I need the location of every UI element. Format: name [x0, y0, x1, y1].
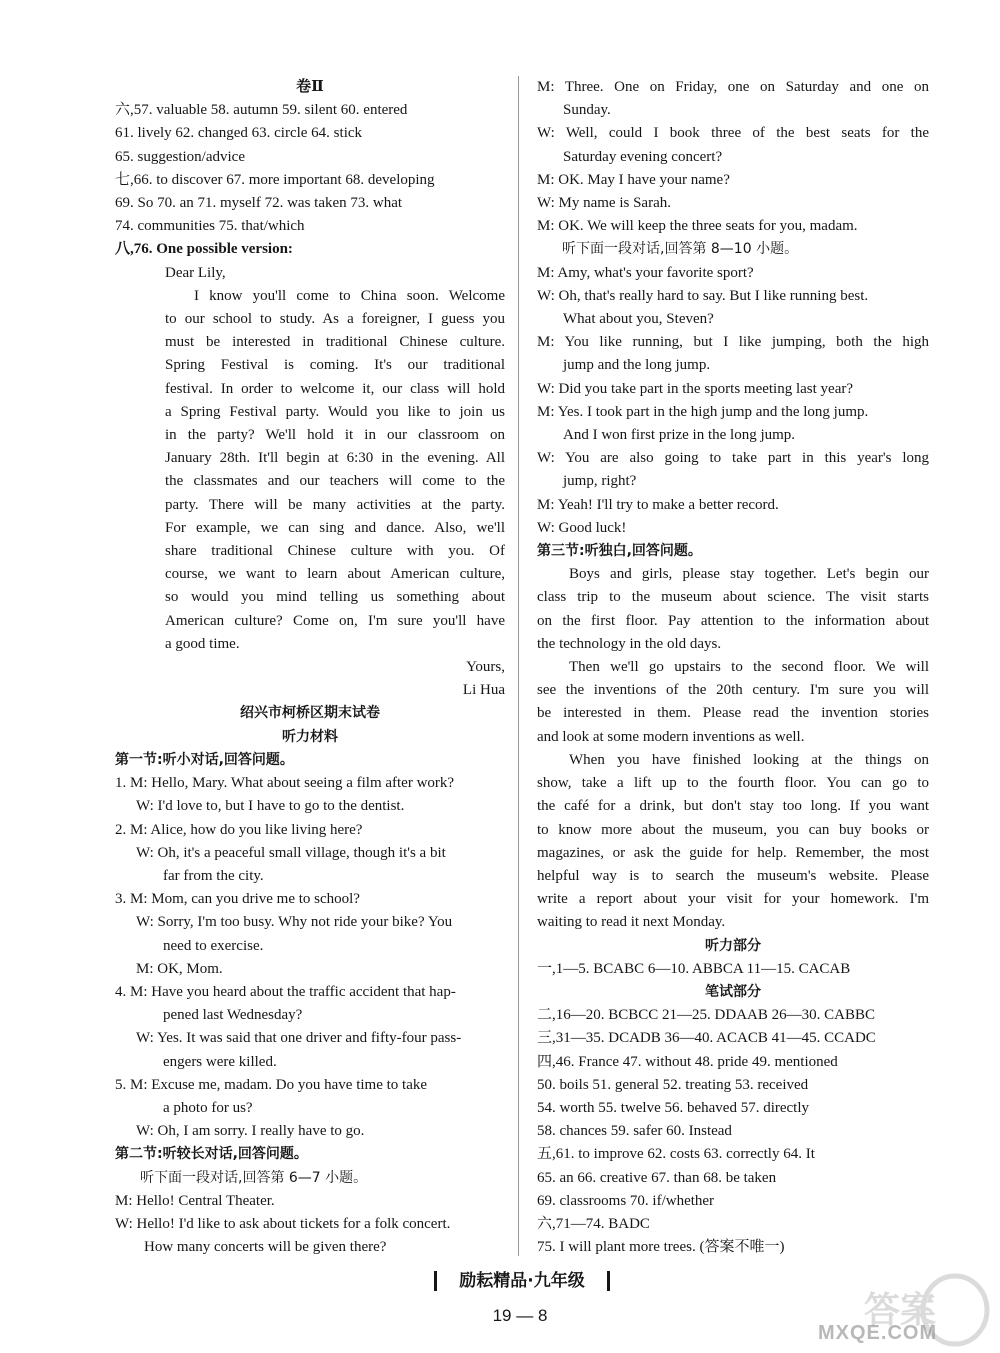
letter-line: party. There will be many activities at the party.: [165, 496, 505, 513]
letter-line: January 28th. It'll begin at 6:30 in the evening. All: [165, 450, 505, 467]
letter-line: in the party? We'll hold it in our classroom on: [165, 427, 505, 444]
dialog-line: far from the city.: [163, 867, 264, 884]
monologue-line: on the first floor. Pay attention to the information about: [537, 612, 929, 629]
dialog-line: pened last Wednesday?: [163, 1007, 303, 1024]
dialog-line: M: OK. May I have your name?: [537, 171, 730, 188]
dialog-line: a photo for us?: [163, 1099, 253, 1116]
letter-greeting: Dear Lily,: [165, 264, 226, 281]
dialog-line: M: You like running, but I like jumping, both the high: [537, 334, 929, 351]
dialog-line: M: Yeah! I'll try to make a better record.: [537, 496, 779, 513]
listening-answers-title: 听力部分: [705, 937, 761, 954]
dialog-line: 5. M: Excuse me, madam. Do you have time to take: [115, 1076, 428, 1093]
written-title: 笔试部分: [705, 983, 761, 1000]
right-column: [537, 76, 929, 1259]
column-divider: [518, 76, 519, 1256]
page-number: 19 — 8: [492, 1306, 548, 1325]
part1-title: 第一节:听小对话,回答问题。: [115, 751, 294, 768]
letter-line: share traditional Chinese culture with you. Of: [165, 543, 505, 560]
answer-line: 五,61. to improve 62. costs 63. correctly 64. It: [537, 1146, 815, 1163]
monologue-line: Then we'll go upstairs to the second floor. We will: [569, 659, 929, 676]
monologue-line: the technology in the old days.: [537, 635, 722, 652]
dialog-line: 1. M: Hello, Mary. What about seeing a film after work?: [115, 775, 455, 792]
dialog-line: W: I'd love to, but I have to go to the dentist.: [136, 798, 405, 815]
dialog-line: M: Amy, what's your favorite sport?: [537, 264, 754, 281]
letter-line: festival. In order to welcome it, our class will hold: [165, 380, 505, 397]
answer-line: 一,1—5. BCABC 6—10. ABBCA 11—15. CACAB: [537, 960, 851, 977]
dialog-line: need to exercise.: [163, 937, 264, 954]
answer-line: 65. an 66. creative 67. than 68. be taken: [537, 1169, 777, 1186]
dialog-line: W: Well, could I book three of the best seats for the: [537, 125, 929, 142]
svg-text:答案: 答案: [864, 1290, 937, 1331]
letter-line: I know you'll come to China soon. Welcome: [194, 287, 505, 304]
watermark-url: MXQE.COM: [818, 1322, 938, 1344]
letter-line: For example, we can sing and dance. Also, we'll: [165, 519, 505, 536]
dialog-line: W: Yes. It was said that one driver and fifty-four pass-: [136, 1030, 462, 1047]
dialog-line: W: Oh, I am sorry. I really have to go.: [136, 1123, 365, 1140]
answer-line: 三,31—35. DCADB 36—40. ACACB 41—45. CCADC: [537, 1030, 876, 1047]
dialog-line: And I won first prize in the long jump.: [563, 427, 796, 444]
answer-line: 69. So 70. an 71. myself 72. was taken 73. what: [115, 195, 403, 212]
letter-line: the classmates and our teachers will come to the: [165, 473, 505, 490]
dialog-line: Saturday evening concert?: [563, 148, 723, 165]
answer-line: 58. chances 59. safer 60. Instead: [537, 1123, 732, 1140]
answer-line: 65. suggestion/advice: [115, 148, 245, 165]
dialog-line: 3. M: Mom, can you drive me to school?: [115, 891, 360, 908]
dialog-line: engers were killed.: [163, 1053, 277, 1070]
dialog-line: M: OK, Mom.: [136, 960, 223, 977]
part2-title: 第二节:听较长对话,回答问题。: [115, 1146, 308, 1163]
dialog-line: W: Sorry, I'm too busy. Why not ride your bike? You: [136, 914, 453, 931]
writing-label: 八,76. One possible version:: [115, 241, 293, 258]
answer-line: 四,46. France 47. without 48. pride 49. mentioned: [537, 1053, 838, 1070]
dialog-line: W: Did you take part in the sports meeting last year?: [537, 380, 854, 397]
answer-line: 61. lively 62. changed 63. circle 64. stick: [115, 125, 363, 142]
dialog-line: jump and the long jump.: [563, 357, 711, 374]
monologue-line: When you have finished looking at the things on: [569, 751, 929, 768]
answer-line: 54. worth 55. twelve 56. behaved 57. directly: [537, 1099, 810, 1116]
exam-title: 绍兴市柯桥区期末试卷: [240, 705, 380, 722]
answer-line: 50. boils 51. general 52. treating 53. received: [537, 1076, 809, 1093]
dialog-line: M: Yes. I took part in the high jump and the long jump.: [537, 403, 869, 420]
section-title: 卷Ⅱ: [296, 79, 324, 95]
letter-body: [115, 285, 505, 703]
dialog-line: 2. M: Alice, how do you like living here?: [115, 821, 363, 838]
dialog-line: W: Oh, it's a peaceful small village, though it's a bit: [136, 844, 446, 861]
answer-line: 69. classrooms 70. if/whether: [537, 1192, 715, 1209]
dialog-line: jump, right?: [563, 473, 637, 490]
answer-line: 75. I will plant more trees. (答案不唯一): [537, 1239, 785, 1256]
answer-line: 74. communities 75. that/which: [115, 218, 305, 235]
answer-line: 六,71—74. BADC: [537, 1215, 650, 1232]
book-title: 励耘精品·九年级: [442, 1268, 602, 1294]
dialog-line: W: My name is Sarah.: [537, 195, 671, 212]
monologue-line: waiting to read it next Monday.: [537, 914, 726, 931]
monologue-line: be interested in them. Please read the invention stories: [537, 705, 929, 722]
monologue-line: class trip to the museum about science. The visit starts: [537, 589, 929, 606]
letter-closing: Yours,: [466, 659, 505, 676]
letter-line: American culture? Come on, I'm sure you'll have: [165, 612, 505, 629]
letter-line: to our school to study. As a foreigner, I guess you: [165, 311, 505, 328]
answer-line: 二,16—20. BCBCC 21—25. DDAAB 26—30. CABBC: [537, 1007, 875, 1024]
dialog-line: What about you, Steven?: [563, 311, 714, 328]
monologue-line: helpful way is to search the museum's website. Please: [537, 867, 929, 884]
dialog-line: W: Good luck!: [537, 519, 627, 536]
answer-line: 六,57. valuable 58. autumn 59. silent 60. entered: [115, 102, 408, 119]
letter-line: Spring Festival is coming. It's our traditional: [165, 357, 505, 374]
dialog-line: W: You are also going to take part in this year's long: [537, 450, 929, 467]
letter-line: must be interested in traditional Chinese culture.: [165, 334, 505, 351]
dialog2-intro: 听下面一段对话,回答第 8—10 小题。: [562, 241, 799, 258]
monologue-line: Boys and girls, please stay together. Let's begin our: [569, 566, 929, 583]
monologue-line: and look at some modern inventions as well.: [537, 728, 805, 745]
dialog-line: M: Hello! Central Theater.: [115, 1192, 275, 1209]
listening-title: 听力材料: [282, 728, 338, 745]
letter-line: a Spring Festival party. Would you like to join us: [165, 403, 505, 420]
left-column: [115, 76, 505, 1259]
dialog-line: Sunday.: [563, 102, 611, 119]
monologue-line: show, take a lift up to the fourth floor. You can go to: [537, 775, 929, 792]
part3-title: 第三节:听独白,回答问题。: [537, 543, 702, 560]
letter-line: so would you mind telling us something about: [165, 589, 505, 606]
letter-line: a good time.: [165, 635, 240, 652]
dialog-line: How many concerts will be given there?: [144, 1239, 387, 1256]
monologue-line: the café for a drink, but don't stay too long. If you want: [537, 798, 929, 815]
part2-intro: 听下面一段对话,回答第 6—7 小题。: [140, 1169, 368, 1186]
letter-line: course, we want to learn about American culture,: [165, 566, 505, 583]
monologue-line: write a report about your visit for your homework. I'm: [537, 891, 929, 908]
dialog-line: M: Three. One on Friday, one on Saturday and one on: [537, 79, 929, 95]
dialog-line: M: OK. We will keep the three seats for you, madam.: [537, 218, 858, 235]
dialog-line: W: Oh, that's really hard to say. But I like running best.: [537, 287, 869, 304]
dialog-line: 4. M: Have you heard about the traffic accident that hap-: [115, 983, 456, 1000]
letter-signature: Li Hua: [462, 682, 505, 699]
answer-line: 七,66. to discover 67. more important 68. developing: [115, 171, 435, 188]
monologue-line: magazines, or ask the guide for help. Remember, the most: [537, 844, 929, 861]
monologue-line: to know more about the museum, you can buy books or: [537, 821, 929, 838]
monologue-line: see the inventions of the 20th century. I'm sure you will: [537, 682, 929, 699]
dialog-line: W: Hello! I'd like to ask about tickets for a folk concert.: [115, 1215, 451, 1232]
